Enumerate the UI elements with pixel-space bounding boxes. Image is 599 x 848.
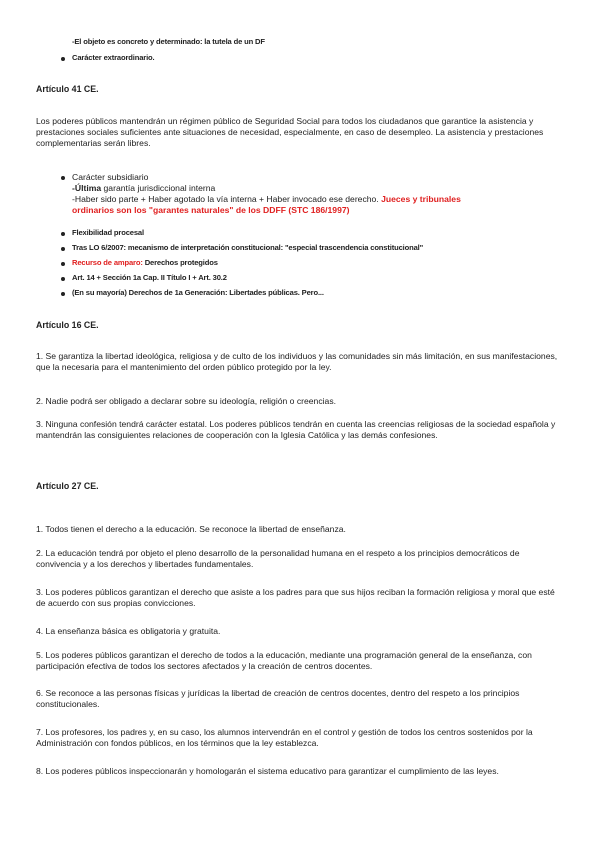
art27-p2: 2. La educación tendrá por objeto el pleno desarrollo de la personalidad humana en el respeto a los principios democráticos de convivencia y a los derechos y libertades fundamentales. [36,548,520,569]
ultima-bold: -Última [72,183,102,193]
art41-paragraph: Los poderes públicos mantendrán un régimen público de Seguridad Social para todos los ciudadanos que garantice la asistencia y prestaciones sociales suficientes ante situaciones de necesidad, especialmente, en caso de desempleo. La asistencia y prestaciones complementarias serán libres. [36,116,544,148]
bullet-haber-sido-parte [72,194,461,205]
garantes-naturales-red: ordinarios son los "garantes naturales" de los DDFF (STC 186/1997) [72,205,350,215]
art27-p5: 5. Los poderes públicos garantizan el derecho de todos a la educación, mediante una programación general de la enseñanza, con participación efectiva de todos los sectores afectados y la creación de centros docentes. [36,650,532,671]
bullet-recurso-amparo [72,257,218,268]
recurso-red: Recurso de amparo: [72,258,143,267]
bullet-dot [61,277,65,281]
objeto-line: -El objeto es concreto y determinado: la tutela de un DF [72,37,265,46]
bullet-lo-6-2007: Tras LO 6/2007: mecanismo de interpretación constitucional: "especial trascendencia constitucional" [72,243,424,252]
recurso-rest: Derechos protegidos [142,258,218,267]
bullet-flexibilidad: Flexibilidad procesal [72,228,144,237]
bullet-dot [61,57,65,61]
haber-text: -Haber sido parte + Haber agotado la vía interna + Haber invocado ese derecho. [72,194,382,204]
art27-p3: 3. Los poderes públicos garantizan el derecho que asiste a los padres para que sus hijos reciban la formación religiosa y moral que esté de acuerdo con sus propias convicciones. [36,587,555,608]
bullet-dot [61,292,65,296]
jueces-red: Jueces y tribunales [381,194,461,204]
bullet-subsidiario: Carácter subsidiario [72,172,149,182]
art16-p3: 3. Ninguna confesión tendrá carácter estatal. Los poderes públicos tendrán en cuenta las creencias religiosas de la sociedad española y mantendrán las consiguientes relaciones de cooperación con la Iglesia Católica y las demás confesiones. [36,419,556,440]
bullet-art-14: Art. 14 + Sección 1a Cap. II Título I + Art. 30.2 [72,273,227,282]
art27-p6: 6. Se reconoce a las personas físicas y jurídicas la libertad de creación de centros docentes, dentro del respeto a los principios constitucionales. [36,688,520,709]
art27-p1: 1. Todos tienen el derecho a la educación. Se reconoce la libertad de enseñanza. [36,524,346,534]
bullet-primera-generacion: (En su mayoría) Derechos de 1a Generación: Libertades públicas. Pero... [72,288,324,297]
bullet-dot [61,176,65,180]
art16-heading: Artículo 16 CE. [36,320,99,330]
bullet-dot [61,262,65,266]
ultima-rest: garantía jurisdiccional interna [101,183,216,193]
bullet-ultima-garantia [72,183,215,194]
bullet-dot [61,247,65,251]
art27-p7: 7. Los profesores, los padres y, en su caso, los alumnos intervendrán en el control y gestión de todos los centros sostenidos por la Administración con fondos públicos, en los términos que la ley establezca. [36,727,533,748]
bullet-dot [61,232,65,236]
art27-p8: 8. Los poderes públicos inspeccionarán y homologarán el sistema educativo para garantizar el cumplimiento de las leyes. [36,766,499,776]
caracter-line: Carácter extraordinario. [72,53,155,62]
art41-heading: Artículo 41 CE. [36,84,99,94]
art16-p2: 2. Nadie podrá ser obligado a declarar sobre su ideología, religión o creencias. [36,396,337,406]
art27-p4: 4. La enseñanza básica es obligatoria y gratuita. [36,626,221,636]
art16-p1: 1. Se garantiza la libertad ideológica, religiosa y de culto de los individuos y las comunidades sin más limitación, en sus manifestaciones, que la necesaria para el mantenimiento del orden público protegido por la ley. [36,351,558,372]
art27-heading: Artículo 27 CE. [36,481,99,491]
